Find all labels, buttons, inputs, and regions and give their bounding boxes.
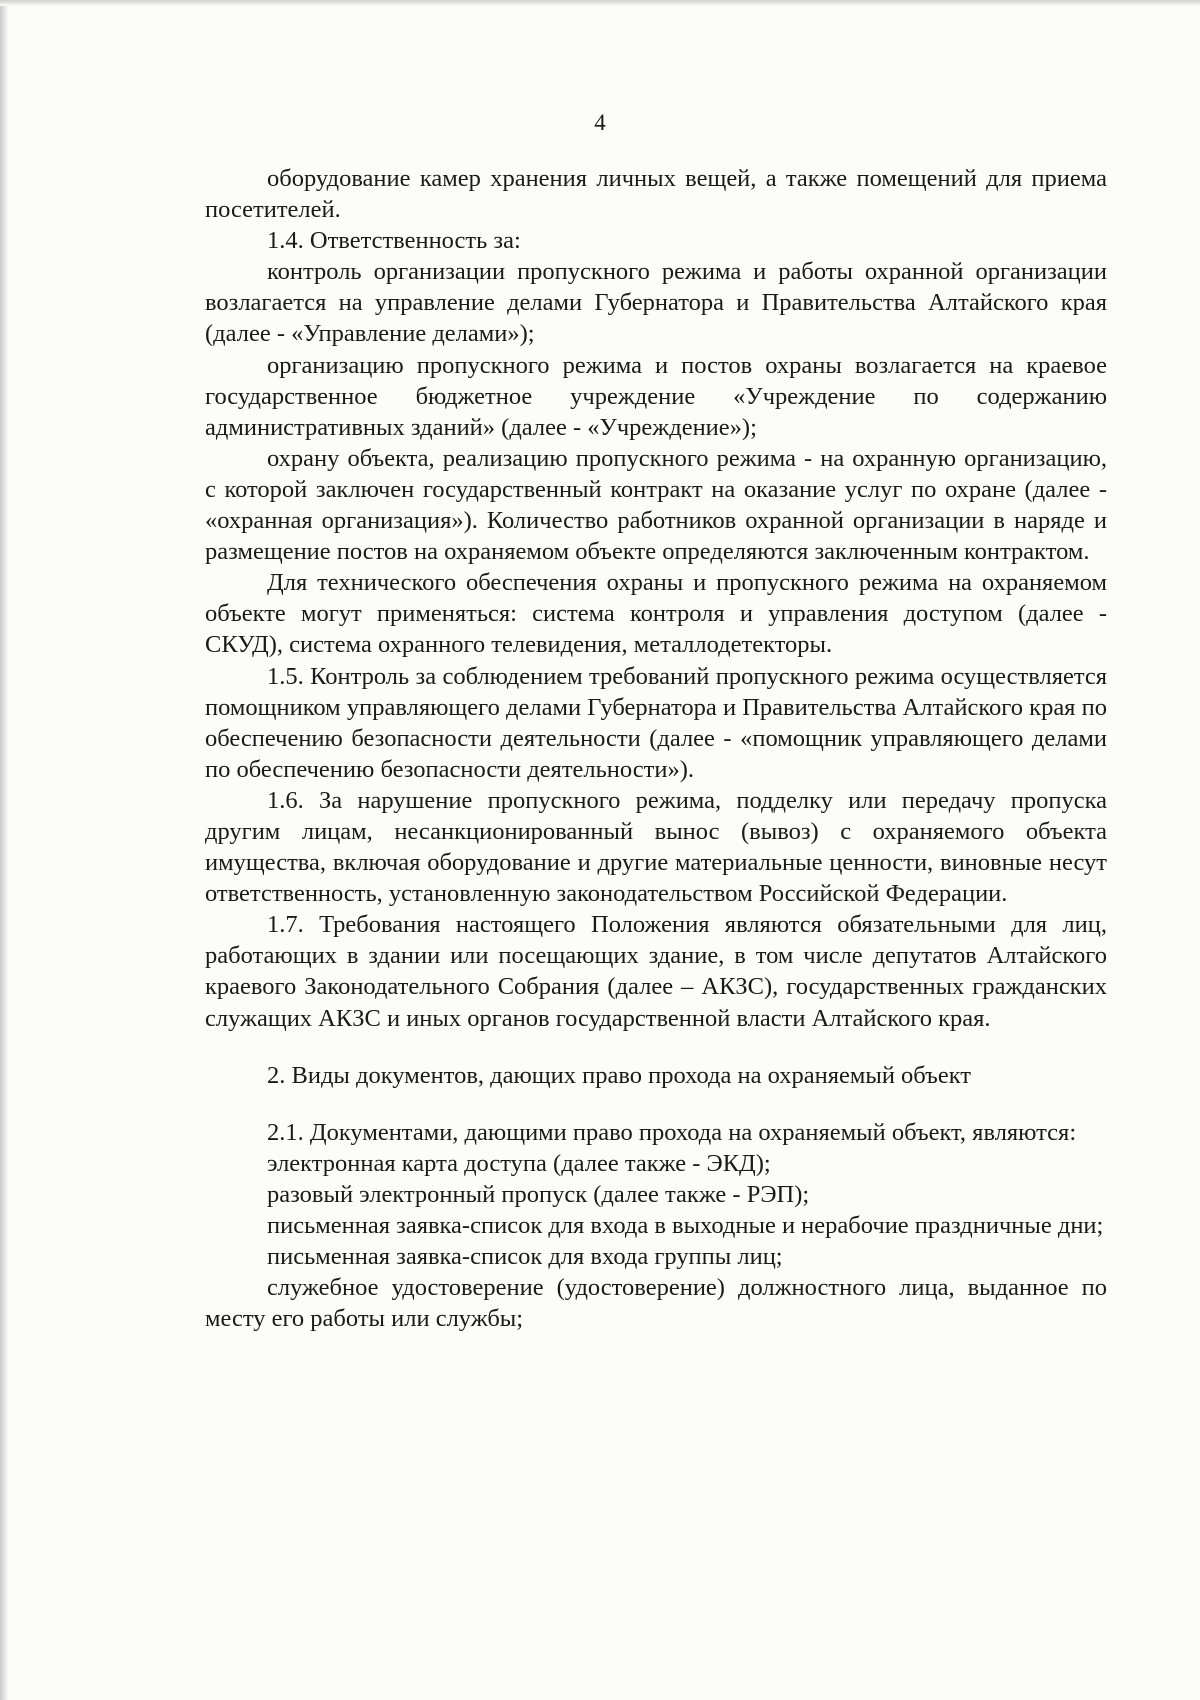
paragraph: Для технического обеспечения охраны и пропускного режима на охраняемом объекте могут применяться: система контроля и управления доступом (далее - СКУД), система охранного телевидения, металлодетекторы.: [205, 569, 1107, 659]
list-item: разовый электронный пропуск (далее также - РЭП);: [267, 1180, 810, 1208]
document-body: [205, 163, 1107, 1334]
section-heading: 2. Виды документов, дающих право прохода на охраняемый объект: [267, 1061, 971, 1089]
paragraph: контроль организации пропускного режима и работы охранной организации возлагается на управление делами Губернатора и Правительства Алтайского края (далее - «Управление делами»);: [205, 258, 1107, 348]
list-item: электронная карта доступа (далее также - ЭКД);: [267, 1149, 771, 1177]
page-number: 4: [594, 110, 606, 135]
list-item: письменная заявка-список для входа в выходные и нерабочие праздничные дни;: [267, 1212, 1104, 1239]
paragraph: охрану объекта, реализацию пропускного режима - на охранную организацию, с которой заключен государственный контракт на оказание услуг по охране (далее - «охранная организация»). Количество работников охранной организации в наряде и размещение постов на охраняемом объекте определяются заключенным контрактом.: [205, 444, 1107, 566]
scan-edge-top: [0, 0, 1200, 6]
paragraph: оборудование камер хранения личных вещей, а также помещений для приема посетителей.: [205, 165, 1107, 224]
paragraph: 1.5. Контроль за соблюдением требований пропускного режима осуществляется помощником управляющего делами Губернатора и Правительства Алтайского края по обеспечению безопасности деятельности (далее - «помощник управляющего делами по обеспечению безопасности деятельности»).: [205, 662, 1107, 783]
paragraph: 2.1. Документами, дающими право прохода на охраняемый объект, являются:: [267, 1118, 1077, 1146]
list-item: письменная заявка-список для входа группы лиц;: [267, 1243, 783, 1271]
paragraph: 1.6. За нарушение пропускного режима, подделку или передачу пропуска другим лицам, несанкционированный вынос (вывоз) с охраняемого объекта имущества, включая оборудование и другие материальные ценности, виновные несут ответственность, установленную законодательством Российской Федерации.: [205, 786, 1107, 908]
paragraph: 1.7. Требования настоящего Положения являются обязательными для лиц, работающих в здании или посещающих здание, в том числе депутатов Алтайского краевого Законодательного Собрания (далее – АКЗС), государственных гражданских служащих АКЗС и иных органов государственной власти Алтайского края.: [205, 911, 1107, 1032]
paragraph: организацию пропускного режима и постов охраны возлагается на краевое государственное бюджетное учреждение «Учреждение по содержанию административных зданий» (далее - «Учреждение»);: [205, 351, 1107, 441]
paragraph: 1.4. Ответственность за:: [267, 227, 521, 255]
scan-edge-left: [0, 0, 9, 1700]
list-item: служебное удостоверение (удостоверение) должностного лица, выданное по месту его работы или службы;: [205, 1274, 1107, 1333]
